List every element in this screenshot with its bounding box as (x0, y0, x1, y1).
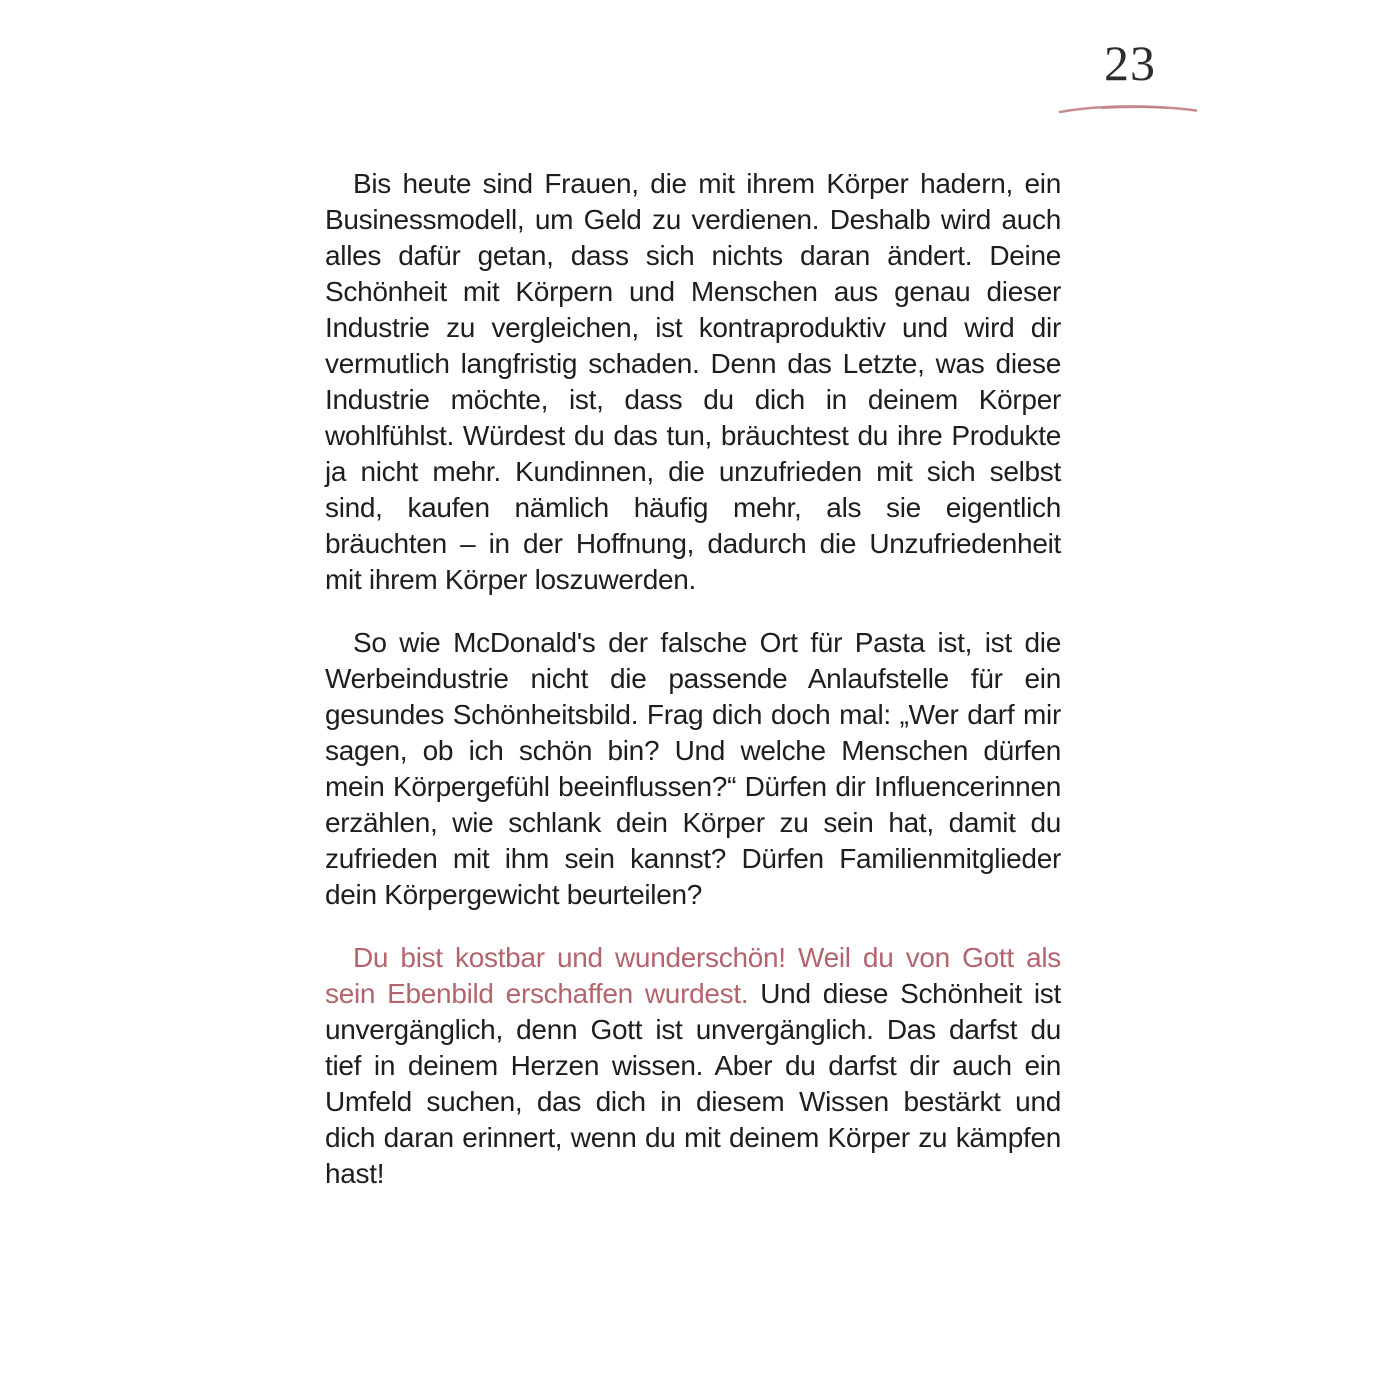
page-number-underline (1056, 100, 1200, 118)
paragraph-1-text: Bis heute sind Frauen, die mit ihrem Körper hadern, ein Businessmodell, um Geld zu verdienen. Deshalb wird auch alles dafür getan, dass sich nichts daran ändert. Deine Schönheit mit Körpern und Menschen aus genau dieser Industrie zu vergleichen, ist kontraproduktiv und wird dir vermutlich langfristig schaden. Denn das Letzte, was diese Industrie möchte, ist, dass du dich in deinem Körper wohlfühlst. Würdest du das tun, bräuchtest du ihre Produkte ja nicht mehr. Kundinnen, die unzufrieden mit sich selbst sind, kaufen nämlich häufig mehr, als sie eigentlich bräuchten – in der Hoffnung, dadurch die Unzufriedenheit mit ihrem Körper loszuwerden. (325, 168, 1061, 595)
paragraph-3 (325, 940, 1061, 1192)
paragraph-3-text: Und diese Schönheit ist unvergänglich, denn Gott ist unvergänglich. Das darfst du tief in deinem Herzen wissen. Aber du darfst dir auch ein Umfeld suchen, das dich in diesem Wissen bestärkt und dich daran erinnert, wenn du mit deinem Körper zu kämpfen hast! (325, 978, 1061, 1189)
page-text (325, 166, 1061, 1192)
paragraph-2-text: So wie McDonald's der falsche Ort für Pasta ist, ist die Werbeindustrie nicht die passende Anlaufstelle für ein gesundes Schönheitsbild. Frag dich doch mal: „Wer darf mir sagen, ob ich schön bin? Und welche Menschen dürfen mein Körpergefühl beeinflussen?“ Dürfen dir Influencerinnen erzählen, wie schlank dein Körper zu sein hat, damit du zufrieden mit ihm sein kannst? Dürfen Familienmitglieder dein Körpergewicht beurteilen? (325, 627, 1061, 910)
paragraph-1 (325, 166, 1061, 598)
paragraph-2 (325, 625, 1061, 913)
paragraph-3-highlighted-text: Du bist kostbar und wunderschön! Weil du von Gott als sein Ebenbild erschaffen wurdest. (325, 942, 1061, 1009)
page-number: 23 (1104, 35, 1156, 91)
